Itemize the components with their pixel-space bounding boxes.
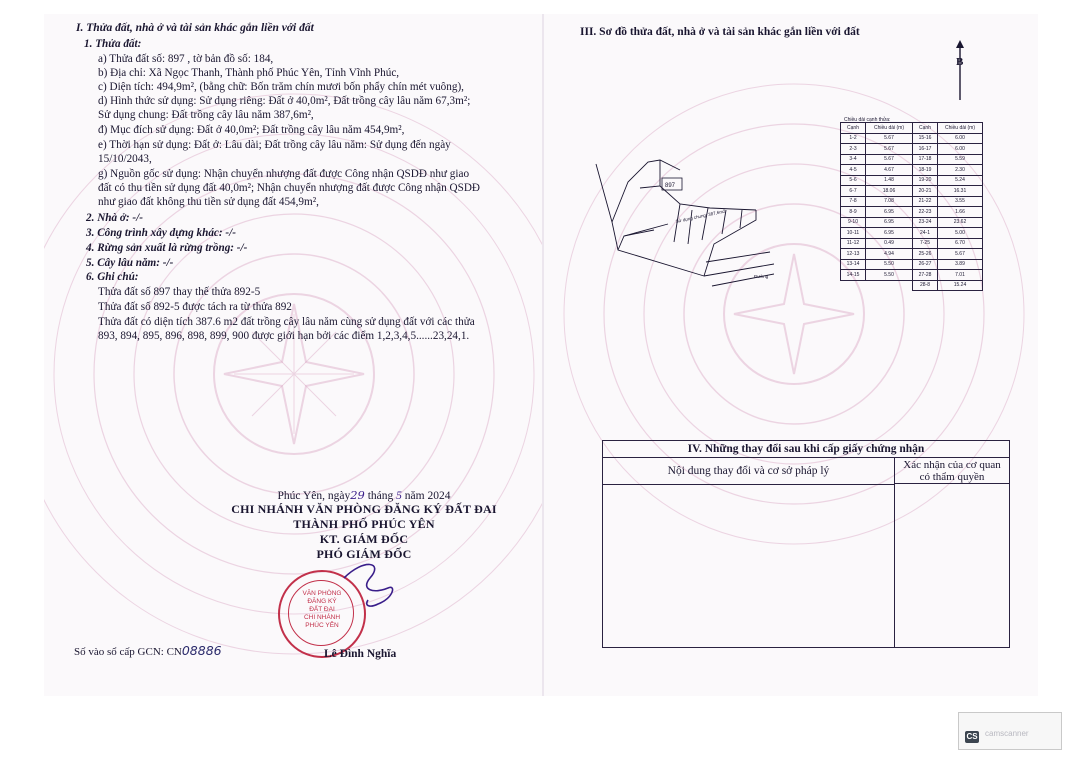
issuing-office: CHI NHÁNH VĂN PHÒNG ĐĂNG KÝ ĐẤT ĐAI [231, 502, 497, 516]
table-cell: 3.89 [938, 259, 983, 270]
signer-authority: KT. GIÁM ĐỐC [319, 532, 409, 546]
table-row [841, 175, 983, 186]
table-cell: 5.50 [866, 270, 913, 281]
date-year: năm 2024 [404, 490, 451, 502]
stamp-line: PHÚC YÊN [305, 622, 339, 629]
table-cell: 25-26 [913, 249, 938, 260]
table-cell: 7-25 [913, 238, 938, 249]
table-cell: 4.67 [866, 165, 913, 176]
table-cell: 15.24 [938, 280, 983, 291]
parcel-sketch [584, 152, 774, 292]
stamp-line: ĐĂNG KÝ [307, 598, 337, 605]
registration-value: 08886 [181, 643, 222, 658]
handwritten-signature [334, 548, 414, 618]
changes-authority-header [895, 458, 1009, 484]
note-2: Thửa đất số 892-5 được tách ra từ thửa 892 [98, 301, 292, 313]
table-cell: 5.67 [866, 133, 913, 144]
issue-date [224, 488, 504, 502]
table-row [841, 259, 983, 270]
table-cell: 12-13 [841, 249, 866, 260]
section-heading: I. Thửa đất, nhà ở và tài sản khác gắn liền với đất [76, 22, 314, 34]
table-row [841, 154, 983, 165]
table-cell: 1.66 [938, 207, 983, 218]
table-cell: 1-2 [841, 133, 866, 144]
table-cell: 26-27 [913, 259, 938, 270]
table-row [841, 249, 983, 260]
table-cell: 5.00 [938, 228, 983, 239]
table-row [841, 207, 983, 218]
table-cell: 18.06 [866, 186, 913, 197]
table-row [841, 144, 983, 155]
address: b) Địa chỉ: Xã Ngọc Thanh, Thành phố Phúc Yên, Tỉnh Vĩnh Phúc, [98, 67, 400, 79]
table-cell: 6.00 [938, 133, 983, 144]
table-cell: 6-7 [841, 186, 866, 197]
table-row [841, 217, 983, 228]
table-row [841, 238, 983, 249]
changes-content-header: Nội dung thay đổi và cơ sở pháp lý [603, 458, 895, 485]
table-cell: 5.50 [866, 259, 913, 270]
table-cell: 18-19 [913, 165, 938, 176]
page-fold [542, 14, 544, 696]
usage-form-shared: Sử dụng chung: Đất trồng cây lâu năm 387,6m², [98, 109, 314, 121]
table-row [841, 196, 983, 207]
table-cell: 28-8 [913, 280, 938, 291]
table-cell: 5.67 [866, 144, 913, 155]
date-prefix: Phúc Yên, ngày [277, 490, 351, 502]
table-cell: 16.31 [938, 186, 983, 197]
scanner-watermark-badge [958, 712, 1062, 750]
table-row [841, 228, 983, 239]
usage-origin: g) Nguồn gốc sử dụng: Nhận chuyển nhượng đất được Công nhận QSDĐ như giao [98, 168, 470, 180]
note-4: 893, 894, 895, 896, 898, 899, 900 được giới hạn bởi các điểm 1,2,3,4,5......23,24,1. [98, 330, 470, 342]
note-1: Thửa đất số 897 thay thế thửa 892-5 [98, 286, 261, 298]
table-row [841, 133, 983, 144]
usage-origin-3: như giao đất không thu tiền sử dụng đất 454,9m², [98, 196, 319, 208]
left-page [44, 14, 542, 696]
table-row [841, 270, 983, 281]
changes-column-divider [894, 485, 895, 647]
table-row [841, 165, 983, 176]
forest-section: 4. Rừng sản xuất là rừng trồng: -/- [86, 242, 248, 254]
table-cell: 5-6 [841, 175, 866, 186]
changes-table [602, 440, 1010, 648]
edge-length-table [840, 122, 983, 291]
table-cell: 7-8 [841, 196, 866, 207]
table-cell: 20-21 [913, 186, 938, 197]
table-cell: 0.49 [866, 238, 913, 249]
shared-area-label: Sử dụng chung: 387,6m2 [675, 208, 726, 224]
table-cell: 5.67 [866, 154, 913, 165]
certificate-sheet [44, 14, 1038, 696]
table-row [841, 280, 983, 291]
registration-label: Số vào sổ cấp GCN: CN [74, 646, 182, 658]
table-cell: 10-11 [841, 228, 866, 239]
table-cell: 17-18 [913, 154, 938, 165]
table-cell: 4-5 [841, 165, 866, 176]
table-cell: 5.67 [938, 249, 983, 260]
perennial-section: 5. Cây lâu năm: -/- [86, 257, 174, 269]
parcel-number: a) Thửa đất số: 897 , tờ bản đồ số: 184, [98, 53, 274, 65]
table-cell: 6.95 [866, 228, 913, 239]
table-cell: 19-20 [913, 175, 938, 186]
table-cell: 8-9 [841, 207, 866, 218]
table-cell: 6.95 [866, 217, 913, 228]
table-header-cell: Chiều dài (m) [938, 123, 983, 134]
table-cell: 11-12 [841, 238, 866, 249]
authority-header-line-2: có thẩm quyền [919, 471, 985, 483]
table-cell: 14-15 [841, 270, 866, 281]
stamp-line: CHI NHÁNH [303, 614, 341, 621]
land-parcel-heading: 1. Thửa đất: [84, 38, 142, 50]
table-cell: 4.94 [866, 249, 913, 260]
stamp-line: ĐẤT ĐAI [309, 606, 335, 613]
note-3: Thửa đất có diện tích 387.6 m2 đất trồng cây lâu năm cùng sử dụng đất với các thửa [98, 316, 475, 328]
table-cell: 1.48 [866, 175, 913, 186]
area: c) Diện tích: 494,9m², (bằng chữ: Bốn trăm chín mươi bốn phẩy chín mét vuông), [98, 81, 464, 93]
date-month-label: tháng [367, 490, 394, 502]
table-cell [866, 280, 913, 291]
usage-origin-2: đất có thu tiền sử dụng đất 40,0m²; Nhận chuyển nhượng đất được Công nhận QSDĐ [98, 182, 481, 194]
road-label: Đường [754, 274, 769, 279]
diagram-heading: III. Sơ đồ thửa đất, nhà ở và tài sản khác gắn liền với đất [580, 26, 860, 38]
edge-table-caption: Chiều dài cạnh thửa: [844, 117, 891, 123]
table-cell: 9-10 [841, 217, 866, 228]
house-section: 2. Nhà ở: -/- [86, 212, 143, 224]
table-cell: 6.00 [938, 144, 983, 155]
table-row [841, 186, 983, 197]
table-header-cell: Cạnh [841, 123, 866, 134]
date-day: 29 [350, 488, 365, 502]
table-cell: 7.08 [866, 196, 913, 207]
table-cell: 13-14 [841, 259, 866, 270]
table-cell: 6.95 [866, 207, 913, 218]
table-cell: 15-16 [913, 133, 938, 144]
usage-term-date: 15/10/2043, [98, 153, 152, 165]
camscanner-text: camscanner [985, 729, 1029, 738]
signer-title: PHÓ GIÁM ĐỐC [316, 547, 412, 561]
issuing-city: THÀNH PHỐ PHÚC YÊN [293, 517, 435, 531]
table-cell [841, 280, 866, 291]
table-cell: 22-23 [913, 207, 938, 218]
north-label: B [956, 56, 964, 68]
construction-section: 3. Công trình xây dựng khác: -/- [86, 227, 236, 239]
table-cell: 21-22 [913, 196, 938, 207]
usage-form: d) Hình thức sử dụng: Sử dụng riêng: Đất ở 40,0m², Đất trồng cây lâu năm 67,3m²; [98, 95, 471, 107]
table-cell: 3.55 [938, 196, 983, 207]
plot-badge [662, 178, 682, 190]
table-cell: 5.59 [938, 154, 983, 165]
table-cell: 23-24 [913, 217, 938, 228]
table-cell: 27-28 [913, 270, 938, 281]
table-cell: 2.30 [938, 165, 983, 176]
usage-purpose: đ) Mục đích sử dụng: Đất ở 40,0m²; Đất trồng cây lâu năm 454,9m², [98, 124, 405, 136]
table-cell: 3-4 [841, 154, 866, 165]
table-cell: 23.62 [938, 217, 983, 228]
changes-title: IV. Những thay đổi sau khi cấp giấy chứng nhận [603, 441, 1009, 458]
table-cell: 16-17 [913, 144, 938, 155]
usage-term: e) Thời hạn sử dụng: Đất ở: Lâu dài; Đất trồng cây lâu năm: Sử dụng đến ngày [98, 139, 451, 151]
authority-header-line-1: Xác nhận của cơ quan [903, 459, 1001, 471]
table-header-cell: Cạnh [913, 123, 938, 134]
north-arrow-icon [952, 40, 968, 104]
camscanner-logo-icon: CS [966, 732, 978, 741]
stamp-line: VĂN PHÒNG [302, 590, 342, 597]
table-cell: 7.01 [938, 270, 983, 281]
plot-number-label: 897 [665, 183, 676, 189]
table-cell: 5.24 [938, 175, 983, 186]
table-cell: 2-3 [841, 144, 866, 155]
notes-heading: 6. Ghi chú: [86, 271, 139, 283]
table-cell: 24-1 [913, 228, 938, 239]
registration-number [74, 644, 222, 659]
table-header-row [841, 123, 983, 134]
table-cell: 6.70 [938, 238, 983, 249]
signer-name: Lê Đình Nghĩa [324, 648, 397, 660]
table-header-cell: Chiều dài (m) [866, 123, 913, 134]
date-month: 5 [396, 490, 402, 502]
